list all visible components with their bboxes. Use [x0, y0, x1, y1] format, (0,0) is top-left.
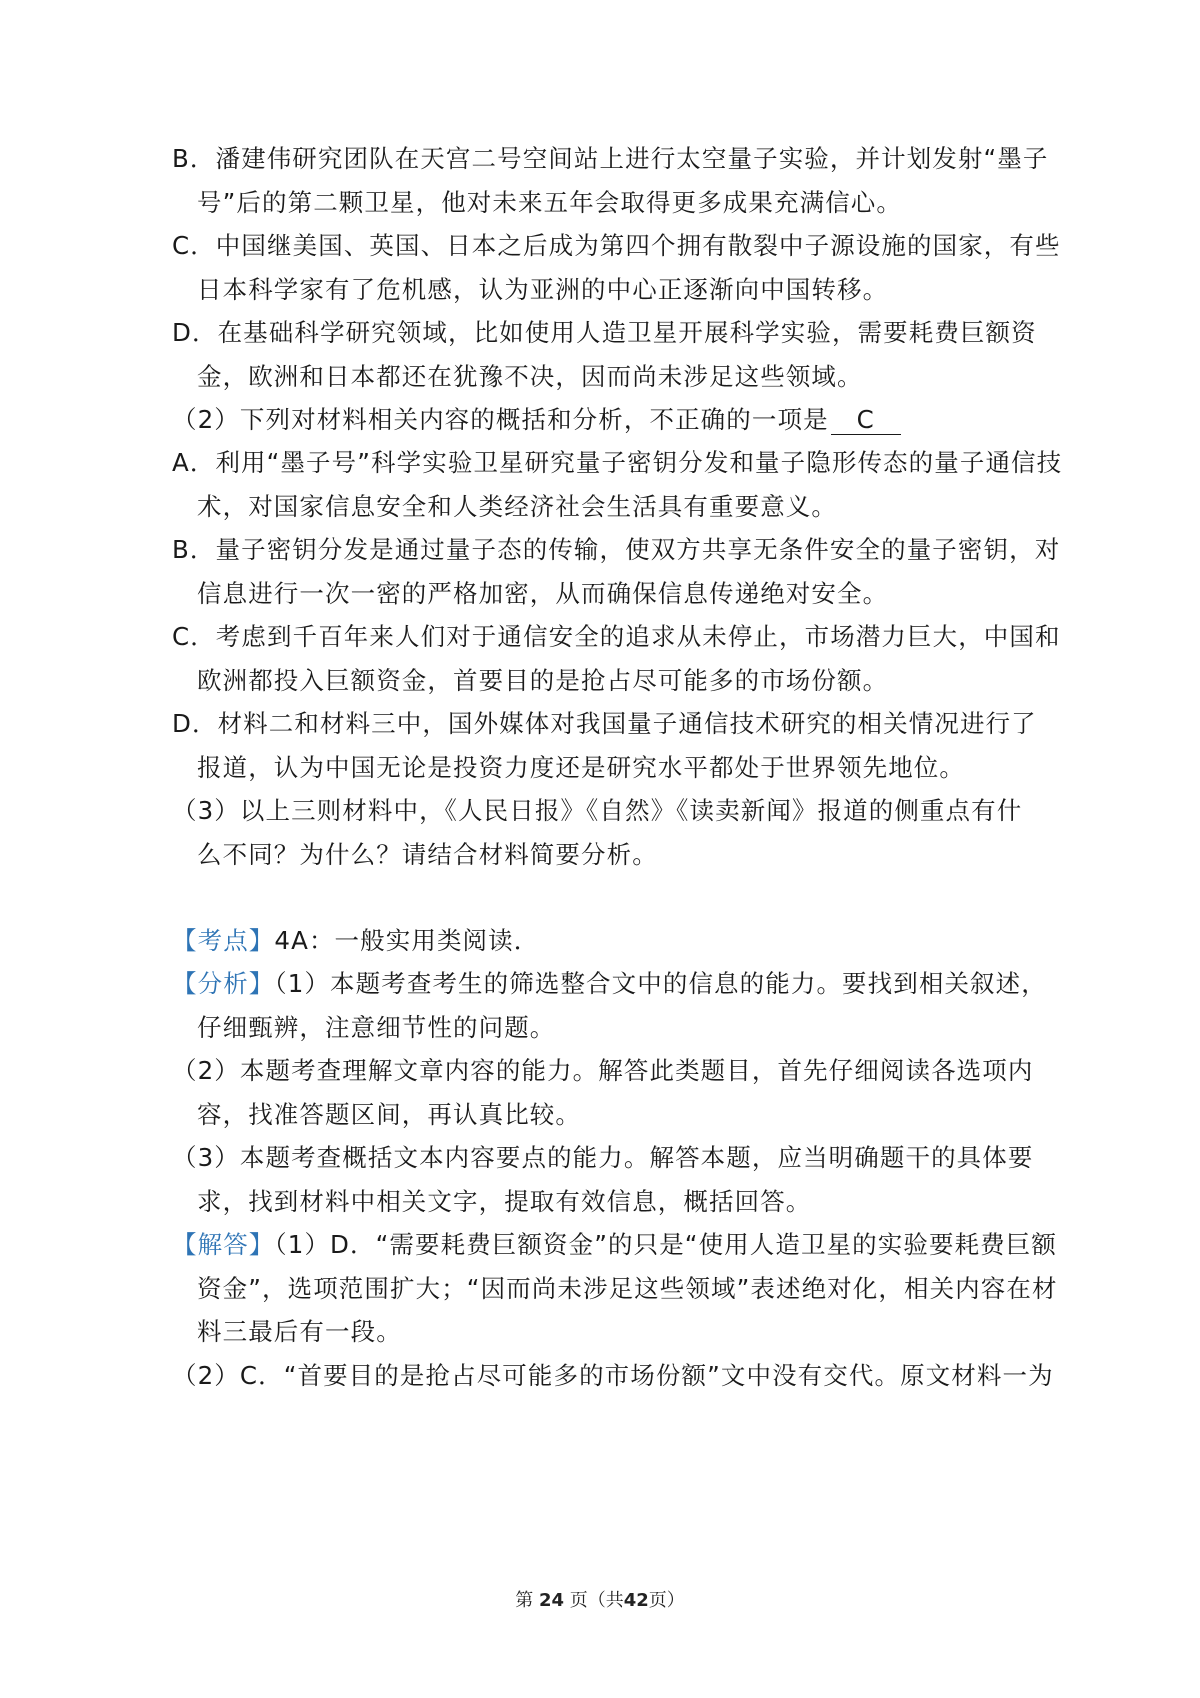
q2-stem-text: （2）下列对材料相关内容的概括和分析，不正确的一项是 — [172, 405, 829, 434]
jieda-text-1: （1）D．“需要耗费巨额资金”的只是“使用人造卫星的实验要耗费巨额 — [274, 1230, 1057, 1259]
page-footer — [0, 1586, 1200, 1612]
q1-option-c-line2: 日本科学家有了危机感，认为亚洲的中心正逐渐向中国转移。 — [197, 275, 889, 304]
q1-option-b-line2: 号”后的第二颗卫星，他对未来五年会取得更多成果充满信心。 — [197, 188, 902, 217]
fenxi-line4: 容，找准答题区间，再认真比较。 — [197, 1100, 581, 1129]
q2-option-d-line1: D．材料二和材料三中，国外媒体对我国量子通信技术研究的相关情况进行了 — [172, 709, 1037, 738]
q2-option-b-line1: B．量子密钥分发是通过量子态的传输，使双方共享无条件安全的量子密钥，对 — [172, 535, 1061, 564]
jieda-line4: （2）C．“首要目的是抢占尽可能多的市场份额”文中没有交代。原文材料一为 — [172, 1361, 1054, 1390]
jieda-line3: 料三最后有一段。 — [197, 1317, 402, 1346]
fenxi-line5: （3）本题考查概括文本内容要点的能力。解答本题，应当明确题干的具体要 — [172, 1143, 1034, 1172]
q2-answer-blank: C — [831, 406, 901, 435]
footer-prefix: 第 — [515, 1590, 534, 1611]
jieda-tag: 【解答】 — [172, 1230, 275, 1259]
fenxi-line2: 仔细甄辨，注意细节性的问题。 — [197, 1013, 556, 1042]
q2-option-a-line2: 术，对国家信息安全和人类经济社会生活具有重要意义。 — [197, 492, 837, 521]
kaodian-tag: 【考点】 — [172, 926, 275, 955]
q2-option-c-line1: C．考虑到千百年来人们对于通信安全的追求从未停止，市场潜力巨大，中国和 — [172, 622, 1061, 651]
fenxi-line6: 求，找到材料中相关文字，提取有效信息，概括回答。 — [197, 1187, 812, 1216]
q2-stem — [172, 403, 901, 437]
q1-option-b-line1: B．潘建伟研究团队在天宫二号空间站上进行太空量子实验，并计划发射“墨子 — [172, 144, 1049, 173]
kaodian-line — [172, 924, 539, 958]
q1-option-d-line2: 金，欧洲和日本都还在犹豫不决，因而尚未涉足这些领域。 — [197, 362, 863, 391]
footer-suffix: 页） — [648, 1590, 685, 1611]
q2-option-d-line2: 报道，认为中国无论是投资力度还是研究水平都处于世界领先地位。 — [197, 753, 965, 782]
fenxi-text-1: （1）本题考查考生的筛选整合文中的信息的能力。要找到相关叙述， — [274, 969, 1047, 998]
q3-stem-line1: （3）以上三则材料中，《人民日报》《自然》《读卖新闻》报道的侧重点有什 — [172, 796, 1023, 825]
q2-option-c-line2: 欧洲都投入巨额资金，首要目的是抢占尽可能多的市场份额。 — [197, 666, 889, 695]
q2-option-a-line1: A．利用“墨子号”科学实验卫星研究量子密钥分发和量子隐形传态的量子通信技 — [172, 448, 1063, 477]
fenxi-line3: （2）本题考查理解文章内容的能力。解答此类题目，首先仔细阅读各选项内 — [172, 1056, 1034, 1085]
jieda-line2: 资金”，选项范围扩大；“因而尚未涉足这些领域”表述绝对化，相关内容在材 — [197, 1274, 1058, 1303]
kaodian-text: 4A：一般实用类阅读． — [274, 926, 540, 955]
jieda-line1 — [172, 1228, 1057, 1262]
fenxi-tag: 【分析】 — [172, 969, 275, 998]
q2-option-b-line2: 信息进行一次一密的严格加密，从而确保信息传递绝对安全。 — [197, 579, 889, 608]
q1-option-c-line1: C．中国继美国、英国、日本之后成为第四个拥有散裂中子源设施的国家，有些 — [172, 231, 1061, 260]
fenxi-line1 — [172, 967, 1047, 1001]
q3-stem-line2: 么不同？为什么？请结合材料简要分析。 — [197, 840, 658, 869]
footer-middle: 页（共 — [569, 1590, 624, 1611]
footer-total-pages: 42 — [623, 1590, 649, 1611]
q1-option-d-line1: D．在基础科学研究领域，比如使用人造卫星开展科学实验，需要耗费巨额资 — [172, 318, 1037, 347]
footer-page-number: 24 — [538, 1590, 564, 1611]
